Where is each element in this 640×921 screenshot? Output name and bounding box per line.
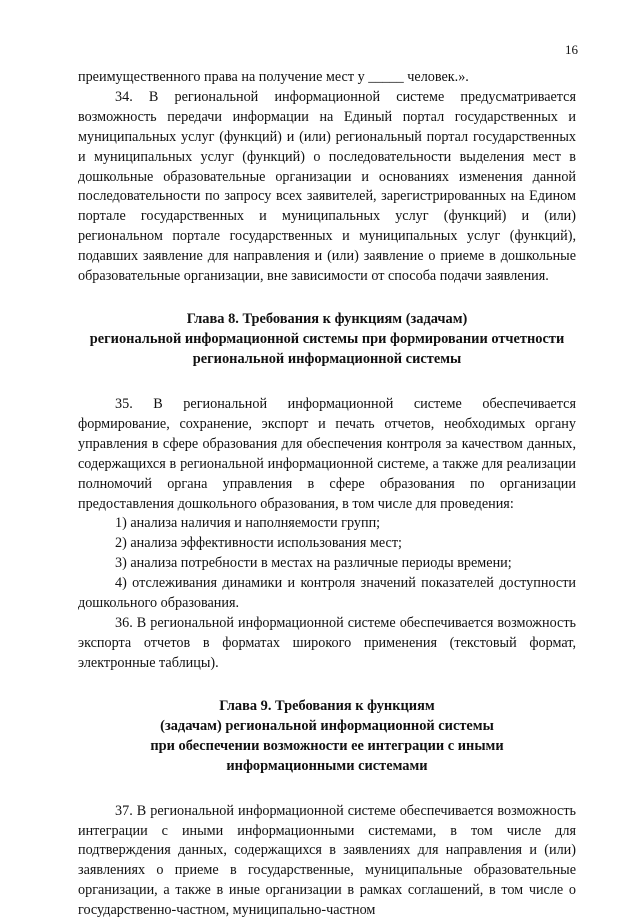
list-item-35-2: 2) анализа эффективности использования мест; bbox=[115, 535, 402, 552]
chapter-9-title: Глава 9. Требования к функциям bbox=[219, 697, 435, 714]
document-body bbox=[78, 68, 576, 921]
chapter-9-subtitle-line-2: при обеспечении возможности ее интеграции с иными bbox=[150, 737, 504, 754]
chapter-8-heading bbox=[78, 309, 576, 369]
paragraph-36: 36. В региональной информационной системе обеспечивается возможность экспорта отчетов в форматах широкого применения (текстовый формат, электронные таблицы). bbox=[78, 614, 576, 671]
chapter-8-subtitle-line-2: региональной информационной системы bbox=[192, 350, 462, 367]
page-number: 16 bbox=[565, 42, 578, 57]
chapter-9-subtitle-line-3: информационными системами bbox=[226, 757, 428, 774]
paragraph-continuation: преимущественного права на получение мест у _____ человек.». bbox=[78, 69, 469, 85]
chapter-9-subtitle-line-1: (задачам) региональной информационной системы bbox=[160, 717, 494, 734]
paragraph-37: 37. В региональной информационной системе обеспечивается возможность интеграции с иными информационными системами, в том числе для подтверждения данных, содержащихся в заявлениях для направления и (или) заявлениях о приеме в государственные, муниципальные образовательные организации, а также в иные организации в рамках соглашений, в том числе о государственно-частном, муниципально-частном bbox=[78, 802, 576, 919]
paragraph-35: 35. В региональной информационной системе обеспечивается формирование, сохранение, экспорт и печать отчетов, необходимых органу управления в сфере образования для обеспечения контроля за качеством данных, содержащихся в региональной информационной системе, а также для реализации полномочий органа управления в сфере образования по организации предоставления дошкольного образования, в том числе для проведения: bbox=[78, 395, 576, 512]
chapter-8-subtitle-line-1: региональной информационной системы при формировании отчетности bbox=[89, 330, 565, 347]
list-item-35-3: 3) анализа потребности в местах на различные периоды времени; bbox=[115, 555, 512, 572]
list-item-35-1: 1) анализа наличия и наполняемости групп; bbox=[115, 515, 381, 532]
paragraph-34: 34. В региональной информационной системе предусматривается возможность передачи информации на Единый портал государственных и муниципальных услуг (функций) и (или) региональный портал государственных и муниципальных услуг (функций) о последовательности выделения мест в дошкольные образовательные организации и основаниях изменения данной последовательности по запросу всех заявителей, зарегистрированных на Едином портале государственных и муниципальных услуг (функций) и (или) региональном портале государственных и муниципальных услуг (функций), подавших заявление для направления и (или) заявление о приеме в дошкольные образовательные организации, вне зависимости от способа подачи заявления. bbox=[78, 88, 576, 285]
chapter-9-heading bbox=[78, 696, 576, 776]
chapter-8-title: Глава 8. Требования к функциям (задачам) bbox=[186, 310, 468, 327]
list-item-35-4: 4) отслеживания динамики и контроля значений показателей доступности дошкольного образования. bbox=[78, 575, 576, 612]
